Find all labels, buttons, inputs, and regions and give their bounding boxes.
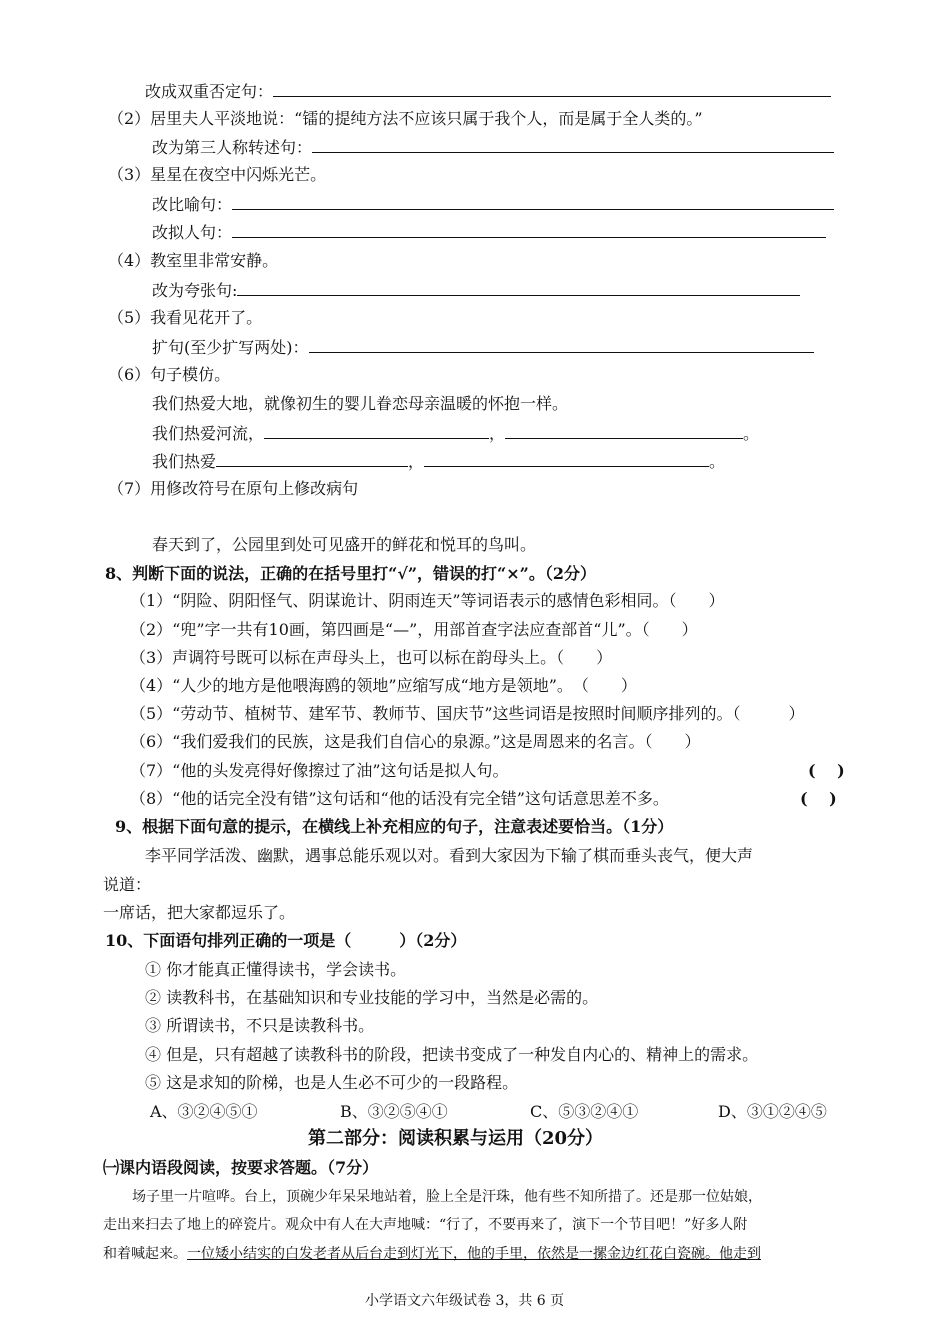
part2-para-line1: 场子里一片喧哗。台上，顶碗少年呆呆地站着，脸上全是汗珠，他有些不知所措了。还是那一位姑娘， xyxy=(132,1189,762,1205)
q9-line2: 说道： xyxy=(103,875,152,894)
answer-blank[interactable] xyxy=(237,279,800,296)
q8-item: （1）“阴险、阴阳怪气、阴谋诡计、阴雨连天”等词语表示的感情色彩相同。（ ） xyxy=(130,591,725,610)
q10-option-d[interactable]: D、③①②④⑤ xyxy=(718,1102,827,1121)
q7-s5-task: 扩句(至少扩写两处)： xyxy=(152,338,309,357)
q8-item7-bracket[interactable]: ( ) xyxy=(808,761,845,780)
q7-s6-line1 xyxy=(152,422,759,445)
answer-blank[interactable] xyxy=(232,221,826,238)
q7-s6-line2 xyxy=(152,450,725,473)
q7-s6-line2-a: 我们热爱 xyxy=(152,452,217,471)
q8-item: （3）声调符号既可以标在声母头上，也可以标在韵母头上。（ ） xyxy=(130,648,613,667)
q10-option-c[interactable]: C、⑤③②④① xyxy=(530,1102,639,1121)
q7-s3-text: （3）星星在夜空中闪烁光芒。 xyxy=(108,165,327,184)
q7-s6-line1-c: 。 xyxy=(743,424,760,443)
q7-double-neg-line xyxy=(145,80,831,103)
part2-para-line3 xyxy=(103,1243,761,1265)
part2-para-line2: 走出来扫去了地上的碎瓷片。观众中有人在大声地喊：“行了，不要再来了，演下一个节目吧！”好多人附 xyxy=(103,1217,748,1233)
q7-s3-task-b-line xyxy=(152,221,826,244)
q9-heading: 9、根据下面句意的提示，在横线上补充相应的句子，注意表述要恰当。（1分） xyxy=(115,817,674,836)
q7-s4-text: （4）教室里非常安静。 xyxy=(108,251,279,270)
q7-s5-text: （5）我看见花开了。 xyxy=(108,308,263,327)
q7-double-neg-label: 改成双重否定句： xyxy=(145,82,274,101)
q10-item: ⑤ 这是求知的阶梯，也是人生必不可少的一段路程。 xyxy=(145,1073,519,1092)
page-footer: 小学语文六年级试卷 3，共 6 页 xyxy=(365,1293,565,1309)
answer-blank[interactable] xyxy=(505,422,743,439)
q10-heading: 10、下面语句排列正确的一项是（ ）（2分） xyxy=(105,931,467,950)
q7-s4-task: 改为夸张句: xyxy=(152,281,238,300)
q7-s6-line2-b: ， xyxy=(408,452,425,471)
q8-item: （2）“兜”字一共有10画，第四画是“—”，用部首查字法应查部首“儿”。（ ） xyxy=(130,620,698,639)
q7-s2-task-line xyxy=(152,136,834,159)
q7-s2-task: 改为第三人称转述句： xyxy=(152,138,313,157)
q10-option-b[interactable]: B、③②⑤④① xyxy=(340,1102,448,1121)
q8-item: （6）“我们爱我们的民族，这是我们自信心的泉源。”这是周恩来的名言。（ ） xyxy=(130,732,701,751)
q7-s3-task-a: 改比喻句： xyxy=(152,195,233,214)
q8-item: （7）“他的头发亮得好像擦过了油”这句话是拟人句。 xyxy=(130,761,509,780)
q7-s7-sentence: 春天到了，公园里到处可见盛开的鲜花和悦耳的鸟叫。 xyxy=(152,535,537,554)
q7-s5-task-line xyxy=(152,336,814,359)
q7-s6-example: 我们热爱大地，就像初生的婴儿眷恋母亲温暖的怀抱一样。 xyxy=(152,394,569,413)
q9-line3: 一席话，把大家都逗乐了。 xyxy=(103,903,296,922)
q10-item: ② 读教科书，在基础知识和专业技能的学习中，当然是必需的。 xyxy=(145,988,599,1007)
q8-heading: 8、判断下面的说法，正确的在括号里打“√”，错误的打“×”。（2分） xyxy=(105,564,597,583)
q8-item: （4）“人少的地方是他喂海鸥的领地”应缩写成“地方是领地”。 （ ） xyxy=(130,676,637,695)
q10-item: ④ 但是，只有超越了读教科书的阶段，把读书变成了一种发自内心的、精神上的需求。 xyxy=(145,1045,759,1064)
q8-item8-bracket[interactable]: ( ) xyxy=(800,789,837,808)
q9-line1: 李平同学活泼、幽默，遇事总能乐观以对。看到大家因为下输了棋而垂头丧气，便大声 xyxy=(145,846,754,865)
q7-s6-line1-b: ， xyxy=(489,424,506,443)
part2-para-underlined: 一位矮小结实的白发老者从后台走到灯光下，他的手里，依然是一摞金边红花白瓷碗。他走到 xyxy=(187,1246,761,1262)
q7-s7-text: （7）用修改符号在原句上修改病句 xyxy=(108,479,359,498)
part2-para-line3-a: 和着喊起来。 xyxy=(103,1246,187,1262)
q10-option-a[interactable]: A、③②④⑤① xyxy=(150,1102,258,1121)
q7-s6-line2-c: 。 xyxy=(709,452,726,471)
answer-blank[interactable] xyxy=(312,136,834,153)
answer-blank[interactable] xyxy=(264,422,489,439)
answer-blank[interactable] xyxy=(424,450,709,467)
part2-title: 第二部分：阅读积累与运用（20分） xyxy=(308,1128,604,1149)
q10-item: ① 你才能真正懂得读书，学会读书。 xyxy=(145,960,407,979)
answer-blank[interactable] xyxy=(232,193,834,210)
q8-item: （8）“他的话完全没有错”这句话和“他的话没有完全错”这句话意思差不多。 xyxy=(130,789,669,808)
q8-item: （5）“劳动节、植树节、建军节、教师节、国庆节”这些词语是按照时间顺序排列的。（ ） xyxy=(130,704,805,723)
part2-sub-heading: ㈠课内语段阅读，按要求答题。（7分） xyxy=(103,1158,379,1177)
q7-s3-task-a-line xyxy=(152,193,834,216)
answer-blank[interactable] xyxy=(309,336,814,353)
q7-s6-text: （6）句子模仿。 xyxy=(108,365,231,384)
answer-blank[interactable] xyxy=(273,80,831,97)
q7-s2-text: （2）居里夫人平淡地说：“镭的提纯方法不应该只属于我个人，而是属于全人类的。” xyxy=(108,109,703,128)
answer-blank[interactable] xyxy=(216,450,408,467)
q10-item: ③ 所谓读书，不只是读教科书。 xyxy=(145,1016,375,1035)
q7-s6-line1-a: 我们热爱河流， xyxy=(152,424,265,443)
q7-s3-task-b: 改拟人句： xyxy=(152,223,233,242)
q7-s4-task-line xyxy=(152,279,800,302)
